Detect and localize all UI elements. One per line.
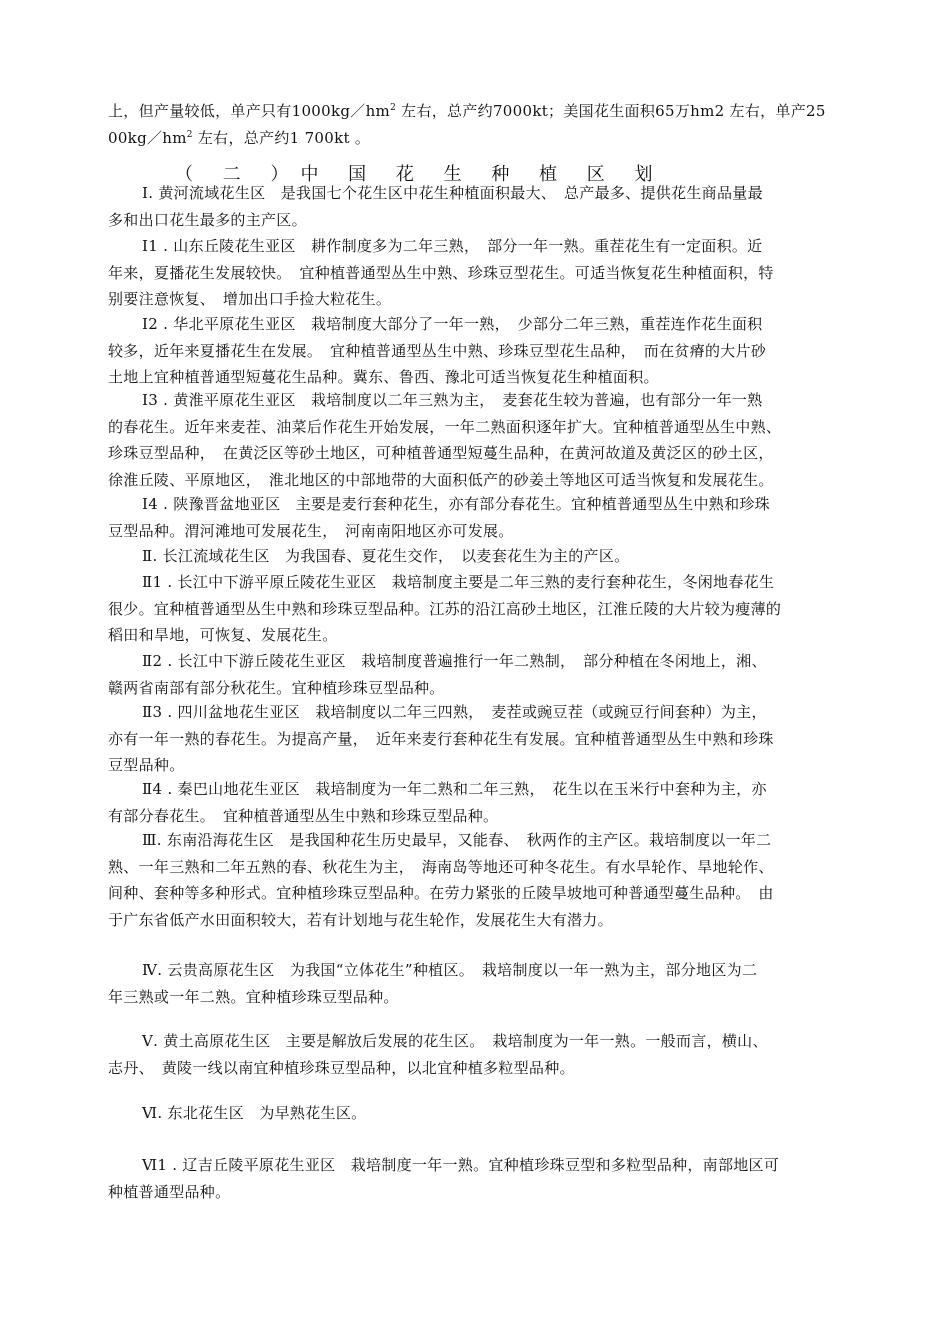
paragraph-11	[108, 827, 844, 933]
text-line: Ⅵ1 . 辽吉丘陵平原花生亚区 栽培制度一年一熟。宜种植珍珠豆型和多粒型品种，南部地区可	[142, 1156, 780, 1174]
text-line: 很少。宜种植普通型丛生中熟和珍珠豆型品种。江苏的沿江高砂土地区，江淮丘陵的大片较为瘦薄的	[108, 599, 782, 618]
text-line: Ⅰ. 黄河流域花生区 是我国七个花生区中花生种植面积最大、 总产最多、提供花生商品量最	[142, 184, 763, 202]
text-line: Ⅵ. 东北花生区 为早熟花生区。	[142, 1104, 367, 1122]
text-line: 的春花生。近年来麦茬、油菜后作花生开始发展，一年二熟面积逐年扩大。宜种植普通型丛生中熟、	[108, 417, 782, 436]
paragraph-5	[108, 491, 844, 544]
text-line: 种植普通型品种。	[108, 1182, 231, 1201]
intro-line-1: 上，但产量较低，单产只有$1000kg/hm^2$ 左右，总产约7000kt；美国花生面积65万hm2 左右，单产25	[108, 102, 826, 120]
paragraph-7	[108, 569, 844, 649]
paragraph-10	[108, 776, 844, 829]
section-title: （ 二 ）中 国 花 生 种 植 区 划	[175, 164, 665, 185]
intro-line-2: $00kg/hm^2$ 左右，总产约1 700kt 。	[108, 128, 371, 147]
text-line: 珍珠豆型品种， 在黄泛区等砂土地区，可种植普通型短蔓生品种，在黄河故道及黄泛区的砂土区，	[108, 444, 774, 462]
paragraph-8	[108, 648, 844, 701]
text-line: 志丹、 黄陵一线以南宜种植珍珠豆型品种，以北宜种植多粒型品种。	[108, 1058, 575, 1077]
text-line: 熟、一年三熟和二年五熟的春、秋花生为主， 海南岛等地还可种冬花生。有水旱轮作、旱地轮作、	[108, 857, 774, 876]
paragraph-6	[108, 543, 844, 570]
text-line: 别要注意恢复、 增加出口手捡大粒花生。	[108, 290, 392, 308]
text-line: Ⅱ1 . 长江中下游平原丘陵花生亚区 栽培制度主要是二年三熟的麦行套种花生，冬闲地春花生	[142, 573, 775, 591]
text-line: Ⅰ2 . 华北平原花生亚区 栽培制度大部分了一年一熟， 少部分二年三熟，重茬连作花生面积	[142, 315, 763, 333]
text-line: 徐淮丘陵、平原地区， 淮北地区的中部地带的大面积低产的砂姜土等地区可适当恢复和发展花生。	[108, 470, 774, 489]
text-line: Ⅲ. 东南沿海花生区 是我国种花生历史最早，又能春、 秋两作的主产区。栽培制度以一年二	[142, 831, 772, 849]
text-line: Ⅱ. 长江流域花生区 为我国春、夏花生交作， 以麦套花生为主的产区。	[142, 547, 630, 565]
paragraph-14	[108, 1100, 844, 1127]
paragraph-2	[108, 233, 844, 313]
text-line: 亦有一年一熟的春花生。为提高产量， 近年来麦行套种花生有发展。宜种植普通型丛生中熟和珍珠	[108, 729, 774, 748]
text-line: 豆型品种。	[108, 756, 185, 774]
paragraph-15	[108, 1152, 844, 1205]
text-line: 间种、套种等多种形式。宜种植珍珠豆型品种。在劳力紧张的丘陵旱坡地可种普通型蔓生品种。 由	[108, 884, 774, 902]
text-line: 年三熟或一年二熟。宜种植珍珠豆型品种。	[108, 987, 399, 1006]
paragraph-12	[108, 957, 844, 1010]
text-line: 于广东省低产水田面积较大，若有计划地与花生轮作，发展花生大有潜力。	[108, 910, 613, 929]
text-line: 赣两省南部有部分秋花生。宜种植珍珠豆型品种。	[108, 678, 445, 697]
paragraph-13	[108, 1028, 844, 1081]
text-line: Ⅱ2 . 长江中下游丘陵花生亚区 栽培制度普遍推行一年二熟制， 部分种植在冬闲地上，湘、	[142, 652, 767, 670]
text-line: Ⅰ3 . 黄淮平原花生亚区 栽培制度以二年三熟为主， 麦套花生较为普遍，也有部分一年一熟	[142, 391, 763, 409]
text-line: 稻田和旱地，可恢复、发展花生。	[108, 626, 338, 644]
text-line: 多和出口花生最多的主产区。	[108, 210, 307, 229]
intro-paragraph	[108, 98, 844, 151]
paragraph-4	[108, 387, 844, 493]
paragraph-9	[108, 699, 844, 779]
text-line: Ⅴ. 黄土高原花生区 主要是解放后发展的花生区。 栽培制度为一年一熟。一般而言，横山、	[142, 1032, 768, 1050]
text-line: Ⅱ4 . 秦巴山地花生亚区 栽培制度为一年二熟和二年三熟， 花生以在玉米行中套种为主，亦	[142, 780, 767, 798]
text-line: 年来，夏播花生发展较快。 宜种植普通型丛生中熟、珍珠豆型花生。可适当恢复花生种植面积，特	[108, 263, 774, 282]
text-line: Ⅰ1 . 山东丘陵花生亚区 耕作制度多为二年三熟， 部分一年一熟。重茬花生有一定面积。近	[142, 237, 763, 255]
text-line: Ⅳ. 云贵高原花生区 为我国“立体花生”种植区。 栽培制度以一年一熟为主，部分地区为二	[142, 961, 758, 979]
text-line: Ⅱ3 . 四川盆地花生亚区 栽培制度以二年三四熟， 麦茬或豌豆茬（或豌豆行间套种）为主，	[142, 703, 767, 721]
text-line: Ⅰ4 . 陕豫晋盆地亚区 主要是麦行套种花生，亦有部分春花生。宜种植普通型丛生中熟和珍珠	[142, 495, 770, 513]
text-line: 豆型品种。渭河滩地可发展花生， 河南南阳地区亦可发展。	[108, 521, 514, 540]
paragraph-1	[108, 180, 844, 233]
text-line: 土地上宜种植普通型短蔓花生品种。冀东、鲁西、豫北可适当恢复花生种植面积。	[108, 368, 659, 386]
text-line: 较多，近年来夏播花生在发展。 宜种植普通型丛生中熟、珍珠豆型花生品种， 而在贫瘠的大片砂	[108, 341, 767, 360]
paragraph-3	[108, 311, 844, 391]
text-line: 有部分春花生。 宜种植普通型丛生中熟和珍珠豆型品种。	[108, 806, 499, 825]
